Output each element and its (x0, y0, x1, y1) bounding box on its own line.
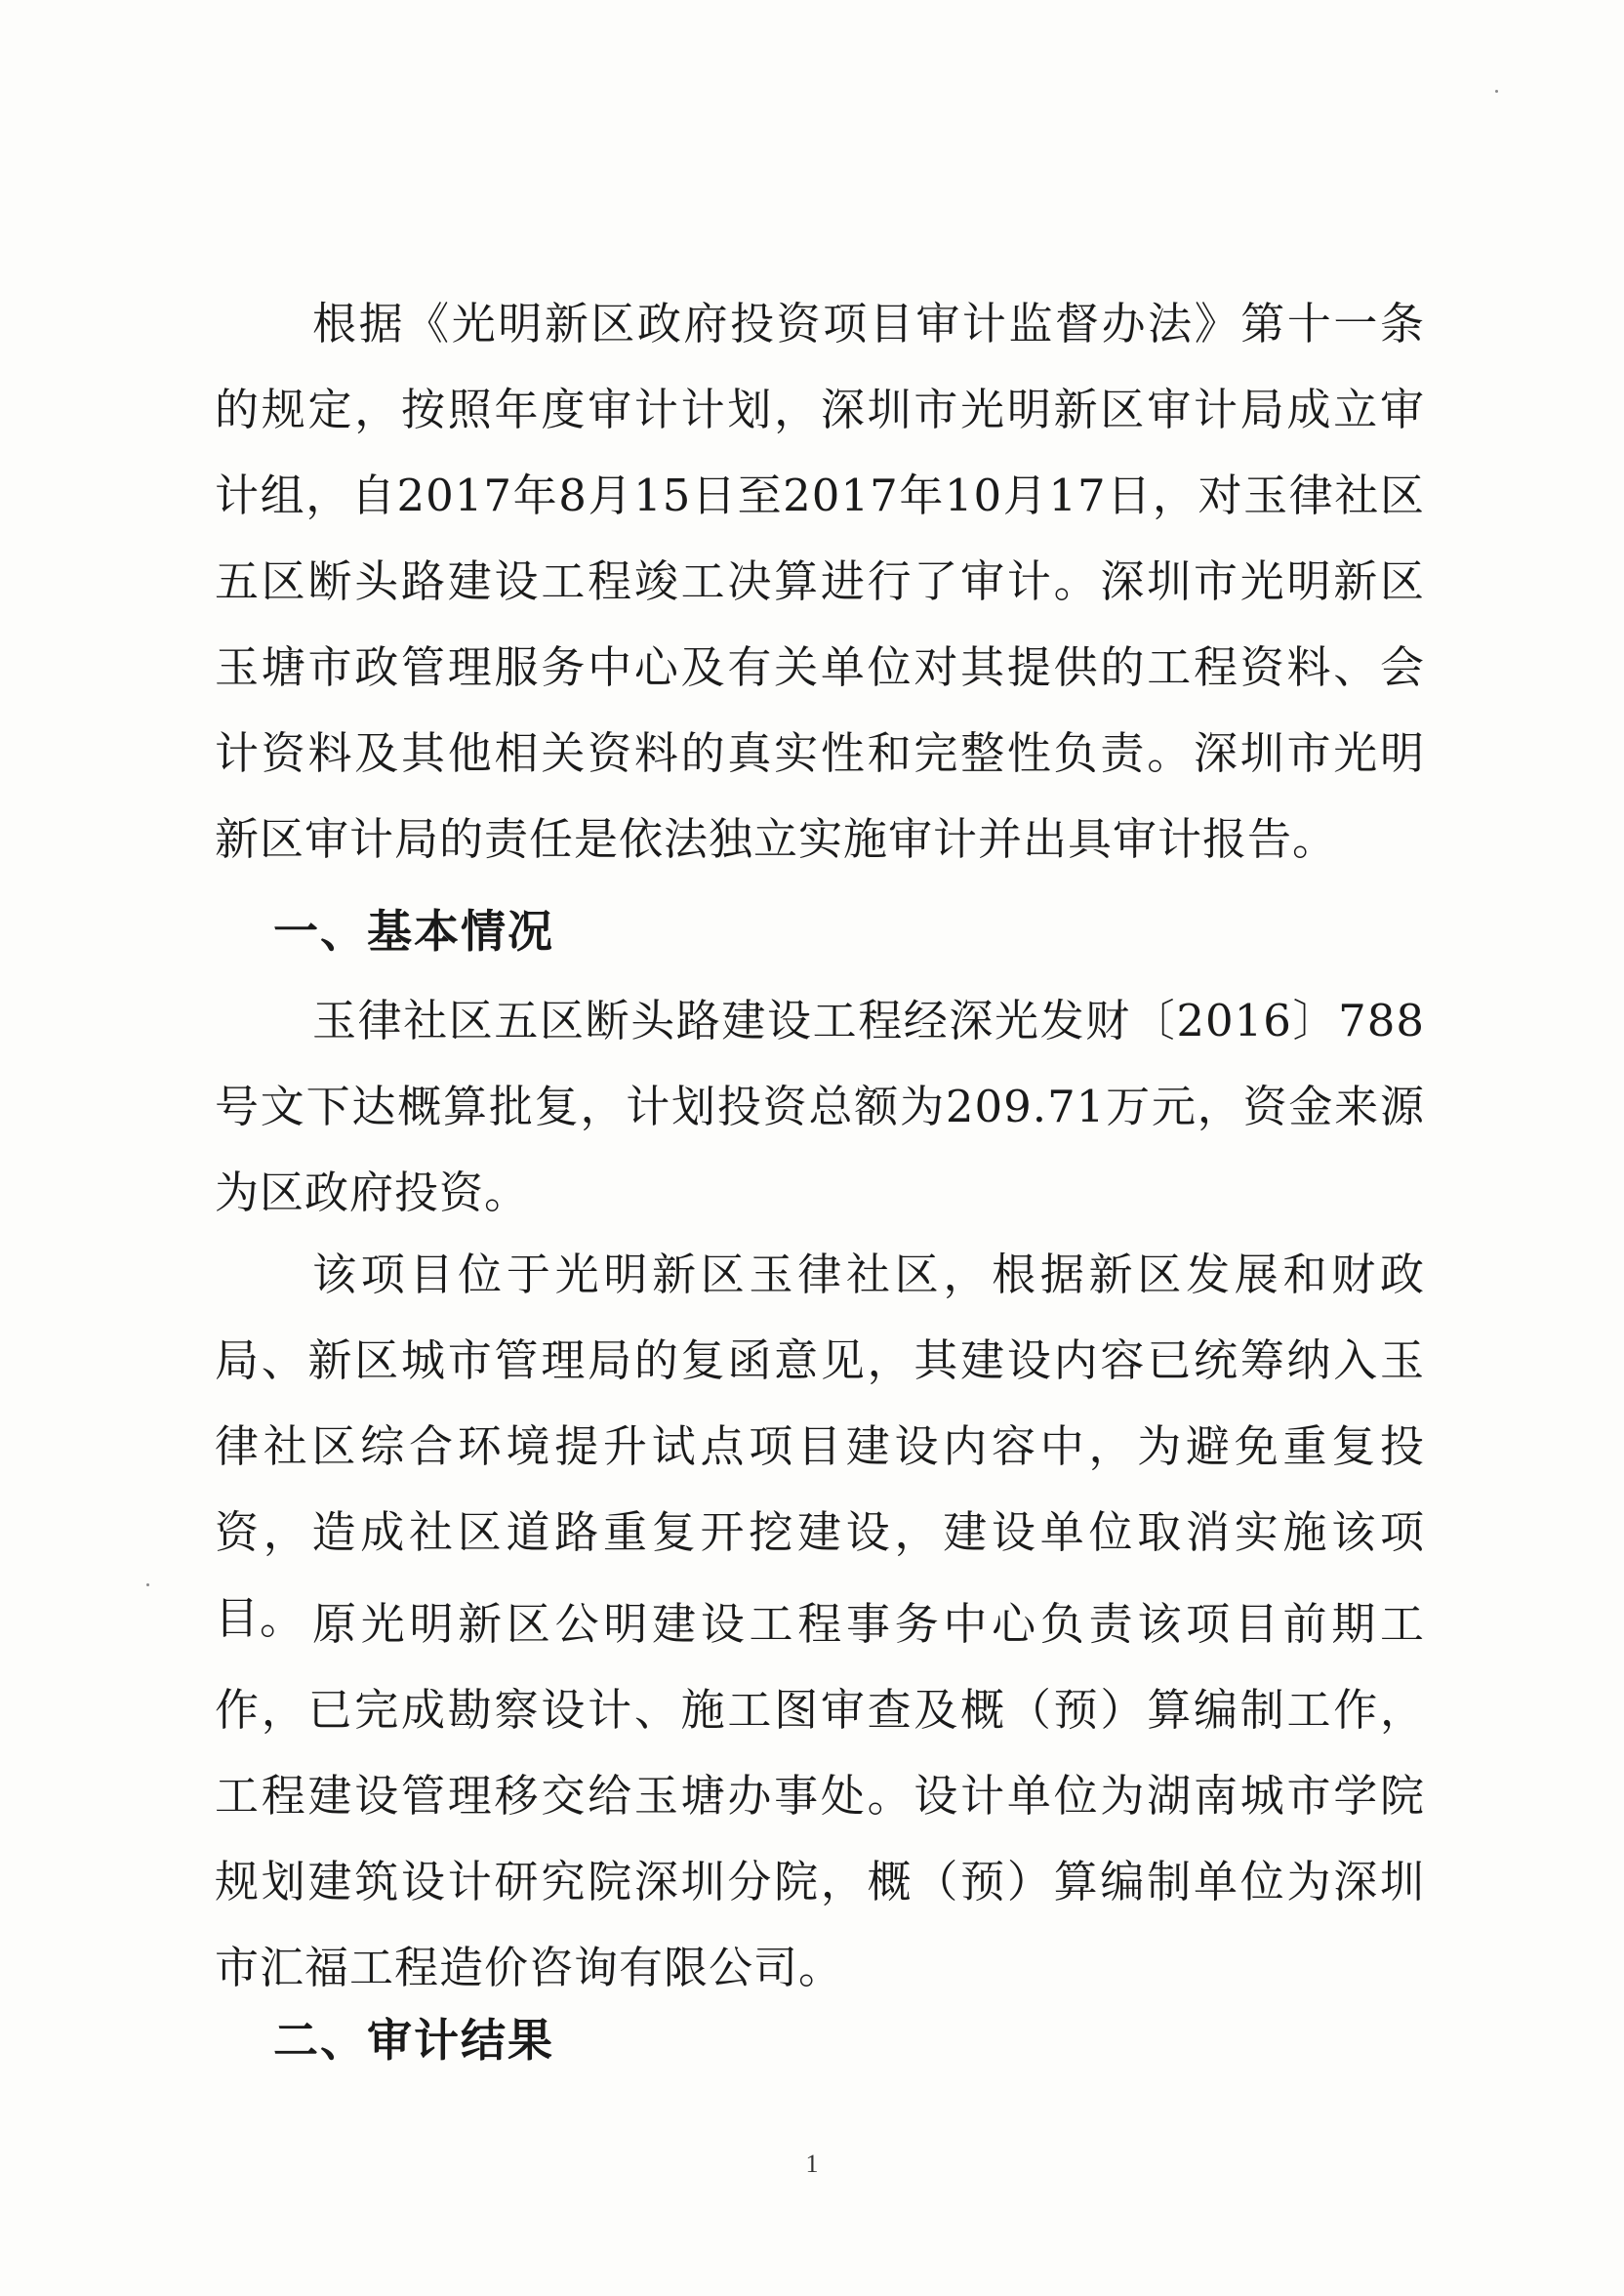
intro-paragraph: 根据《光明新区政府投资项目审计监督办法》第十一条的规定，按照年度审计计划，深圳市光明新区审计局成立审计组，自2017年8月15日至2017年10月17日，对玉律社区五区断头路建设工程竣工决算进行了审计。深圳市光明新区玉塘市政管理服务中心及有关单位对其提供的工程资料、会计资料及其他相关资料的真实性和完整性负责。深圳市光明新区审计局的责任是依法独立实施审计并出具审计报告。 (215, 298, 1425, 865)
project-location-paragraph: 该项目位于光明新区玉律社区，根据新区发展和财政局、新区城市管理局的复函意见，其建设内容已统筹纳入玉律社区综合环境提升试点项目建设内容中，为避免重复投资，造成社区道路重复开挖建设，建设单位取消实施该项目。 (215, 1249, 1425, 1644)
scan-speck (1495, 90, 1498, 93)
preliminary-work-paragraph: 原光明新区公明建设工程事务中心负责该项目前期工作，已完成勘察设计、施工图审查及概（预）算编制工作，工程建设管理移交给玉塘办事处。设计单位为湖南城市学院规划建筑设计研究院深圳分院，概（预）算编制单位为深圳市汇福工程造价咨询有限公司。 (215, 1598, 1425, 1993)
page-number: 1 (805, 2150, 819, 2178)
scan-speck (146, 1583, 149, 1586)
section-heading-basic-info: 一、基本情况 (273, 905, 554, 958)
section-heading-audit-results: 二、审计结果 (273, 2014, 554, 2067)
budget-approval-paragraph: 玉律社区五区断头路建设工程经深光发财〔2016〕788号文下达概算批复，计划投资总额为209.71万元，资金来源为区政府投资。 (215, 995, 1425, 1218)
